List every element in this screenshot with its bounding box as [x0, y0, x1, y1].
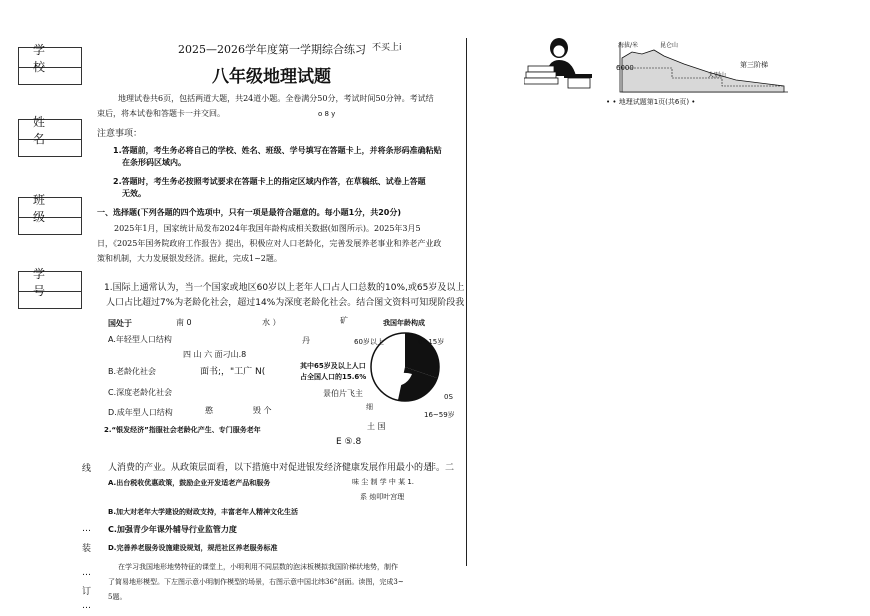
- q2-noise: E ⑤.8: [336, 437, 362, 447]
- next-para: 5题。: [108, 593, 127, 601]
- q2-stem: 2.“银发经济”指服社会老龄化产生、专门服务老年: [104, 426, 261, 434]
- q1-option-c: C.深度老龄化社会: [108, 388, 173, 397]
- q1-noise: 景伯片飞主: [323, 389, 363, 398]
- pie-annotation: 其中65岁及以上人口: [300, 362, 366, 370]
- q2-option-d: D.完善养老服务设施建设规划，规范社区养老服务标准: [108, 544, 278, 552]
- q1-noise: 丹: [302, 336, 310, 345]
- class-box: [18, 192, 82, 235]
- intro-line: 束后，将本试卷和答题卡一并交回。: [97, 109, 225, 118]
- notice-item: 1.答题前，考生务必将自己的学校、姓名、班级、学号填写在答题卡上，并将条形码准确粘贴: [113, 146, 442, 155]
- name-label: 姓 名: [19, 120, 81, 140]
- seal-dots: …: [82, 601, 91, 611]
- student-model-illustration: [524, 36, 594, 92]
- q2-stem: 人消费的产业。从政策层面看，以下措施中对促进银发经济健康发展作用最小的是: [108, 463, 433, 473]
- exam-title: 八年级地理试题: [212, 67, 331, 87]
- section-para: 策和机制，大力发展银发经济。据此，完成1~2题。: [97, 254, 282, 263]
- q1-noise: 矿: [340, 316, 348, 325]
- q1-stem: 1.国际上通常认为，当一个国家或地区60岁以上老年人口占人口总数的10%,或65岁及以上: [104, 283, 465, 293]
- notice-item: 在条形码区域内。: [122, 158, 186, 167]
- stamp-text: 不买上i: [372, 43, 402, 53]
- profile-label: 海拔/米: [618, 42, 639, 49]
- intro-stray: o 8 y: [318, 110, 336, 118]
- column-divider: [466, 38, 467, 566]
- section-title: 一、选择题(下列各题的四个选项中，只有一项是最符合题意的。每小题1分，共20分): [97, 208, 402, 217]
- q1-noise: 四 山 六 面刁山.8: [183, 350, 247, 359]
- q2-noise: 土 国: [367, 422, 386, 431]
- q2-noise: 系 烛叩叶宫理: [360, 493, 405, 501]
- name-box: [18, 114, 82, 157]
- pie-label-0-15: 0~15岁: [418, 338, 445, 346]
- page-footer: • • 地理试题第1页(共6页) •: [606, 98, 696, 106]
- intro-line: 地理试卷共6页，包括两道大题，共24道小题。全卷满分50分，考试时间50分钟。考试结: [118, 94, 434, 103]
- seal-dots: …: [82, 568, 91, 578]
- q1-noise: 面书;，"工广 N(: [200, 367, 266, 377]
- pie-label-60: 60岁以上: [354, 338, 384, 346]
- profile-label: 昆仑山: [660, 42, 679, 49]
- year-title: 2025—2026学年度第一学期综合练习: [178, 43, 366, 56]
- profile-label: 大别山: [708, 72, 727, 79]
- section-para: 日，《2025年国务院政府工作报告》提出，积极应对人口老龄化，完善发展养老事业和养老产业政: [97, 239, 442, 248]
- school-label: 学 校: [19, 48, 81, 68]
- school-box: [18, 42, 82, 85]
- third-step-label: 第三阶梯: [740, 61, 768, 69]
- notice-item: 无效。: [122, 189, 146, 198]
- next-para: 了简易地形模型。下左图示意小明制作模型的场景，右图示意中国北纬36°剖面。读图，完成3~: [108, 578, 404, 586]
- section-para: 2025年1月，国家统计局发布2024年我国年龄构成相关数据(如图所示)。2025年3月5: [114, 224, 421, 233]
- q2-noise: 非。二: [427, 463, 455, 473]
- q2-noise: 味 尘 制 学 中 某 1.: [352, 478, 415, 486]
- q1-stem: 人口占比超过7%为老龄化社会，超过14%为深度老龄化社会。结合图文资料可知现阶段我: [106, 298, 465, 308]
- pie-stray: 0S: [444, 393, 453, 401]
- q2-option-a: A.出台税收优惠政策，鼓励企业开发适老产品和服务: [108, 479, 271, 487]
- next-para: 在学习我国地形地势特征的课堂上，小明利用不同层数的泡沫板模拟我国阶梯状地势，制作: [118, 563, 398, 571]
- pie-annotation: 占全国人口的15.6%: [300, 373, 367, 381]
- profile-label: 6000: [616, 64, 634, 72]
- q1-option-a: A.年轻型人口结构: [108, 335, 172, 344]
- q1-noise: 南 0: [176, 318, 192, 327]
- q1-noise: 细: [366, 403, 373, 411]
- q1-noise: 憨: [205, 406, 213, 415]
- q1-option-b: B.老龄化社会: [108, 367, 157, 376]
- q2-option-b: B.加大对老年大学建设的财政支持，丰富老年人精神文化生活: [108, 508, 298, 516]
- notice-item: 2.答题时，考生务必按照考试要求在答题卡上的指定区域内作答，在草稿纸、试卷上答题: [113, 177, 426, 186]
- student-id-box: [18, 266, 82, 309]
- student-id-label: 学 号: [19, 272, 81, 292]
- q2-option-c: C.加强青少年课外辅导行业监管力度: [108, 525, 237, 534]
- seal-mark-bind: 装: [82, 544, 92, 554]
- notice-title: 注意事项：: [97, 129, 143, 139]
- q1-noise: 毁 个: [253, 406, 272, 415]
- seal-mark-staple: 订: [82, 587, 92, 597]
- q1-noise: 水 ）: [262, 318, 281, 327]
- pie-label-16-59: 16~59岁: [424, 411, 455, 419]
- pie-title: 我国年龄构成: [383, 319, 425, 327]
- q1-option-d: D.成年型人口结构: [108, 408, 173, 417]
- seal-mark-line: 线: [82, 464, 92, 474]
- class-label: 班 级: [19, 198, 81, 218]
- q1-stem: 国处于: [108, 319, 132, 328]
- seal-dots: …: [82, 524, 91, 534]
